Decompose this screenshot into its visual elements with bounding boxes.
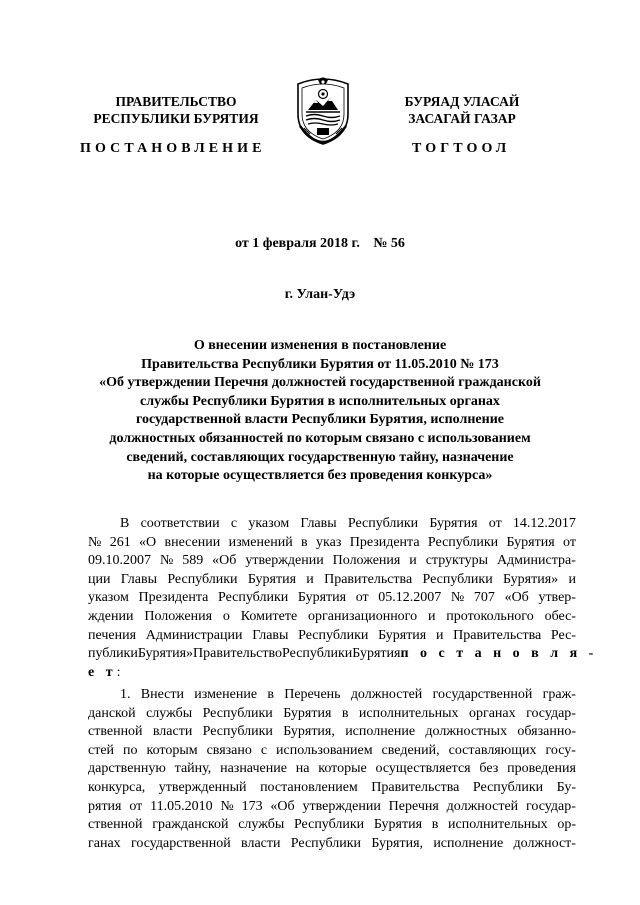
resolve-colon: : — [116, 664, 121, 680]
body-text-line: 09.10.2007 № 589 «Об утверждении Положения и структуры Администра- — [88, 553, 576, 569]
decree-number: № 56 — [373, 236, 405, 251]
decree-date-line — [0, 236, 640, 252]
decree-label-bua: ТОГТООЛ — [412, 141, 511, 156]
republic-of-buryatia-coat-of-arms-icon — [294, 76, 352, 146]
title-line: службы Республики Бурятия в исполнительных органах — [140, 393, 500, 409]
title-line: О внесении изменения в постановление — [193, 338, 447, 353]
resolve-line — [88, 664, 576, 683]
body-text-line: ждении Положения о Комитете организационного и протокольного обес- — [88, 608, 576, 624]
government-name-ru-line2: РЕСПУБЛИКИ БУРЯТИЯ — [93, 111, 259, 126]
body-text-line: № 261 «О внесении изменений в указ Президента Республики Бурятия от — [88, 534, 576, 550]
decree-title — [64, 337, 576, 486]
body-text-line: ственной гражданской службы Республики Бурятия в исполнительных ор- — [88, 817, 576, 833]
body-text-line: 1. Внести изменение в Перечень должностей государственной граж- — [120, 687, 576, 702]
title-line: Правительства Республики Бурятия от 11.05.2010 № 173 — [141, 356, 499, 372]
body-text-line: указом Президента Республики Бурятия от 05.12.2007 № 707 «Об утвер- — [88, 590, 576, 606]
government-header-left — [78, 93, 274, 127]
preamble-paragraph — [88, 515, 598, 682]
resolve-word: п о с т а н о в л я - — [400, 646, 598, 662]
body-text-line: печения Администрации Главы Республики Бурятия и Правительства Рес- — [88, 627, 576, 643]
title-line: должностных обязанностей по которым связано с использованием — [109, 430, 531, 446]
title-line: «Об утверждении Перечня должностей государственной гражданской — [99, 375, 541, 391]
body-text-line: стей по которым связано с использованием сведений, составляющих госу- — [88, 742, 576, 758]
government-name-ru-line1: ПРАВИТЕЛЬСТВО — [115, 94, 237, 109]
government-header-right — [372, 93, 552, 127]
resolve-word-ending: е т — [88, 664, 117, 680]
body-text-line: рятия от 11.05.2010 № 173 «Об утверждении Перечня должностей государ- — [88, 798, 576, 814]
title-line: сведений, составляющих государственную тайну, назначение — [126, 449, 514, 465]
decree-date: от 1 февраля 2018 г. — [235, 236, 360, 251]
decree-city: г. Улан-Удэ — [284, 287, 356, 302]
clause-1-paragraph — [88, 686, 576, 853]
body-text-line: публики Бурятия» Правительство Республики Бурятия п о с т а н о в л я - — [88, 645, 576, 664]
title-line: на которые осуществляется без проведения конкурса» — [147, 468, 493, 484]
body-text-line: данской службы Республики Бурятия в исполнительных органах государ- — [88, 705, 576, 721]
body-text-line: дарственную тайну, назначение на которые осуществляется без проведения — [88, 761, 576, 777]
body-text-line: ственной власти Республики Бурятия, исполнение должностных обязанно- — [88, 724, 576, 740]
title-line: государственной власти Республики Бурятия, исполнение — [136, 412, 504, 428]
body-text-line: ганах государственной власти Республики Бурятия, исполнение должност- — [88, 835, 576, 851]
decree-label-ru: ПОСТАНОВЛЕНИЕ — [80, 141, 266, 156]
body-text-line: ции Главы Республики Бурятия и Правительства Республики Бурятия» и — [88, 571, 576, 587]
government-name-bua-line1: БУРЯАД УЛАСАЙ — [404, 94, 520, 109]
body-text-line: В соответствии с указом Главы Республики Бурятия от 14.12.2017 — [120, 516, 576, 531]
body-text-line: конкурса, утвержденный постановлением Правительства Республики Бу- — [88, 779, 576, 795]
government-name-bua-line2: ЗАСАГАЙ ГАЗАР — [408, 111, 516, 126]
